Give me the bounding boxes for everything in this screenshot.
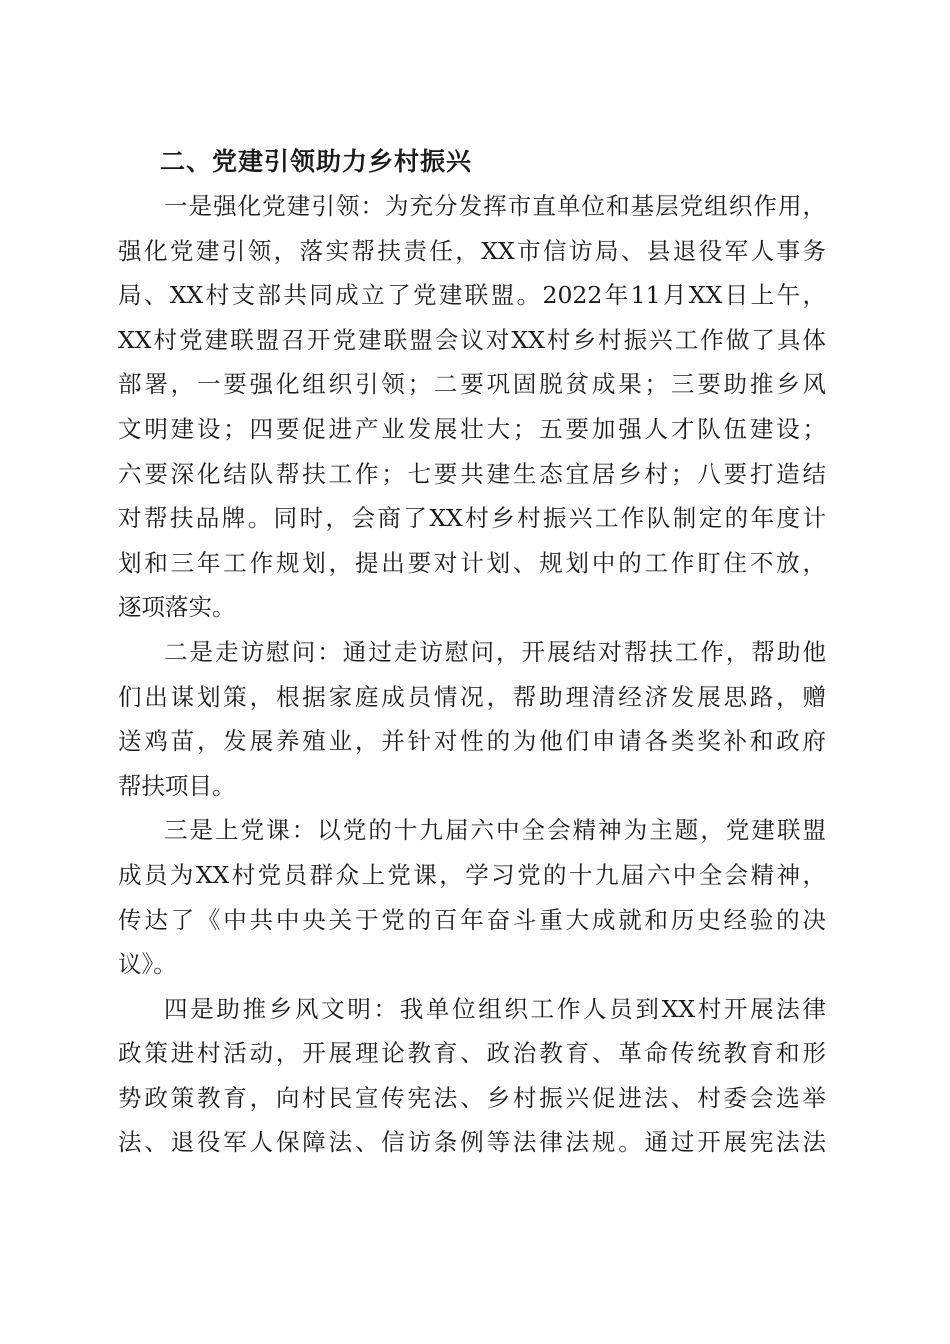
paragraph-party-lecture [118, 808, 826, 986]
paragraph-line: 势政策教育，向村民宣传宪法、乡村振兴促进法、村委会选举 [118, 1083, 826, 1112]
paragraph-line: 一是强化党建引领：为充分发挥市直单位和基层党组织作用， [164, 192, 826, 220]
paragraph-line: 们出谋划策，根据家庭成员情况，帮助理清经济发展思路，赠 [118, 682, 826, 711]
paragraph-line: 政策进村活动，开展理论教育、政治教育、革命传统教育和形 [118, 1039, 826, 1068]
paragraph-line: 帮扶项目。 [118, 771, 236, 800]
paragraph-line: 传达了《中共中央关于党的百年奋斗重大成就和历史经验的决 [118, 905, 826, 934]
paragraph-line: 强化党建引领，落实帮扶责任，XX市信访局、县退役军人事务 [118, 236, 826, 265]
paragraph-rural-civilization [118, 987, 826, 1165]
document-body [118, 140, 826, 1165]
paragraph-line: 二是走访慰问：通过走访慰问，开展结对帮扶工作，帮助他 [164, 637, 826, 666]
section-heading: 二、党建引领助力乡村振兴 [160, 147, 473, 176]
paragraph-line: 法、退役军人保障法、信访条例等法律法规。通过开展宪法法 [118, 1128, 826, 1157]
paragraph-line: 逐项落实。 [118, 593, 236, 622]
paragraph-line: 成员为XX村党员群众上党课，学习党的十九届六中全会精神， [118, 860, 826, 889]
paragraph-line: 四是助推乡风文明：我单位组织工作人员到XX村开展法律 [164, 994, 826, 1023]
paragraph-line: 三是上党课：以党的十九届六中全会精神为主题，党建联盟 [164, 816, 826, 845]
paragraph-line: 文明建设；四要促进产业发展壮大；五要加强人才队伍建设； [118, 414, 826, 443]
paragraph-line: 六要深化结队帮扶工作；七要共建生态宜居乡村；八要打造结 [118, 459, 826, 488]
paragraph-line: 议》。 [118, 950, 177, 979]
paragraph-line: 局、XX村支部共同成立了党建联盟。2022年11月XX日上午， [118, 281, 826, 310]
paragraph-line: 部署，一要强化组织引领；二要巩固脱贫成果；三要助推乡风 [118, 370, 826, 399]
paragraph-line: 送鸡苗，发展养殖业，并针对性的为他们申请各类奖补和政府 [118, 727, 826, 756]
paragraph-visits [118, 630, 826, 808]
paragraph-strengthen-party-leadership [118, 184, 826, 630]
paragraph-line: XX村党建联盟召开党建联盟会议对XX村乡村振兴工作做了具体 [118, 325, 826, 354]
paragraph-line: 划和三年工作规划，提出要对计划、规划中的工作盯住不放， [118, 548, 826, 577]
paragraph-line: 对帮扶品牌。同时，会商了XX村乡村振兴工作队制定的年度计 [118, 504, 826, 533]
